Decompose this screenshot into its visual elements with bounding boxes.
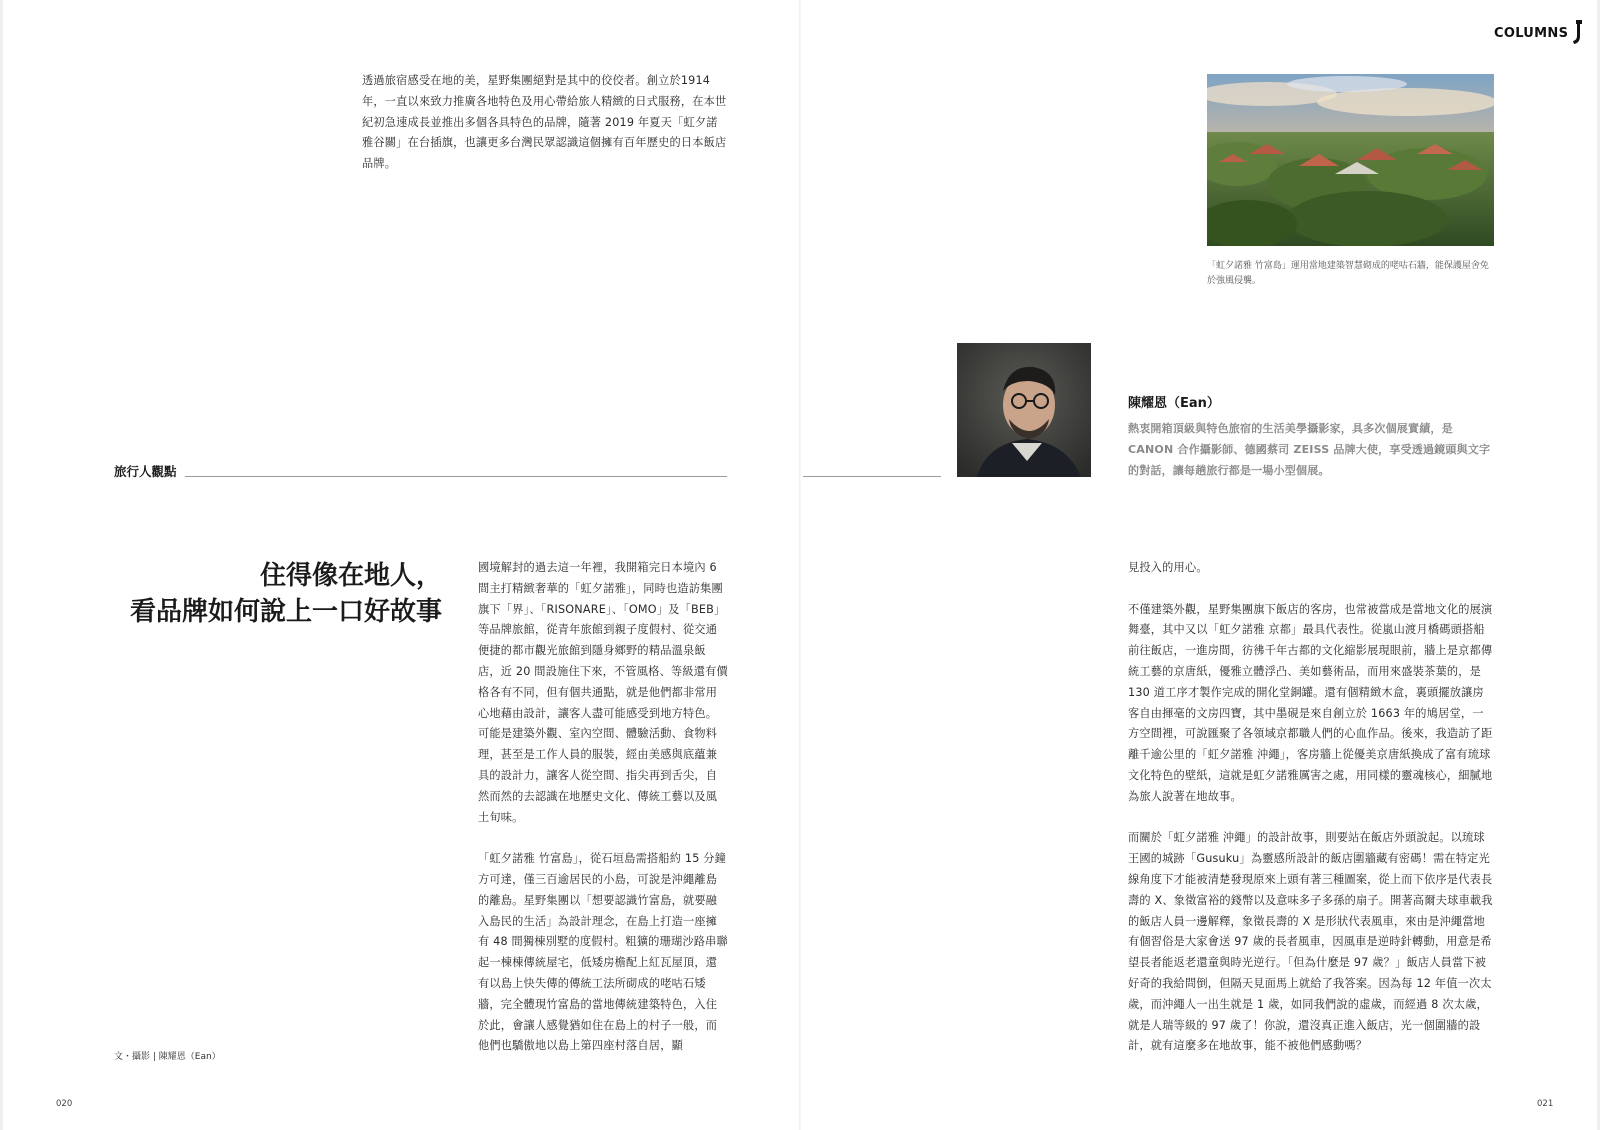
body-paragraph: 而關於「虹夕諾雅 沖繩」的設計故事，則要站在飯店外頭說起。以琉球王國的城跡「Gusuku」為靈感所設計的飯店圍牆藏有密碼！需在特定光線角度下才能被清楚發現原來上頭有著三種圖案，從上而下依序是代表長壽的 X、象徵富裕的錢幣以及意味多子多孫的扇子。開著高爾夫球車載我的飯店人員一邊解釋，象徵長壽的 X 是形狀代表風車，來由是沖繩當地有個習俗是大家會送 97 歲的長者風車，因風車是逆時針轉動，用意是希望長者能返老還童與時光逆行。「但為什麼是 97 歲？」飯店人員當下被好奇的我給問倒，但隔天見面馬上就給了我答案。因為每 12 年值一次太歲，而沖繩人一出生就是 1 歲，如同我們說的虛歲，而經過 8 次太歲，就是人瑞等級的 97 歲了！你說，還沒真正進入飯店，光一個圍牆的設計，就有這麼多在地故事，能不被他們感動嗎？ <box>1128 831 1493 1053</box>
brand-hook-mark-icon <box>1572 18 1586 50</box>
photo-caption: 「虹夕諾雅 竹富島」運用當地建築智慧砌成的咾咕石牆，能保護屋舍免於強風侵襲。 <box>1207 261 1489 286</box>
headline-line: 看品牌如何說上一口好故事 <box>129 597 442 627</box>
page-number-right: 021 <box>1537 1099 1554 1109</box>
author-credit: 文・攝影 | 陳耀恩（Ean） <box>114 1052 221 1062</box>
divider-rule <box>803 476 941 477</box>
page-number-left: 020 <box>56 1099 73 1109</box>
headline-line: 住得像在地人， <box>259 561 442 591</box>
divider-rule <box>185 476 727 477</box>
spread-gutter <box>799 0 801 1130</box>
author-portrait <box>957 343 1091 477</box>
body-paragraph: 「虹夕諾雅 竹富島」，從石垣島需搭船約 15 分鐘方可達，僅三百逾居民的小島，可說是沖繩離島的離島。星野集團以「想要認識竹富島，就要融入島民的生活」為設計理念，在島上打造一座擁有 48 間獨棟別墅的度假村。粗獷的珊瑚沙路串聯起一棟棟傳統屋宅，低矮房檐配上紅瓦屋頂，還有以島上快失傳的傳統工法所砌成的咾咕石矮牆，完全體現竹富島的當地傳統建築特色，入住於此，會讓人感覺猶如住在島上的村子一般，而他們也驕傲地以島上第四座村落自居，顯 <box>478 852 728 1053</box>
body-column-left <box>478 558 728 1057</box>
okinawa-village-photo <box>1207 74 1494 246</box>
section-label: 旅行人觀點 <box>114 464 177 479</box>
intro-paragraph: 透過旅宿感受在地的美，星野集團絕對是其中的佼佼者。創立於1914 年，一直以來致力推廣各地特色及用心帶給旅人精緻的日式服務，在本世紀初急速成長並推出多個各具特色的品牌，隨著 2019 年夏天「虹夕諾雅谷關」在台插旗，也讓更多台灣民眾認識這個擁有百年歷史的日本飯店品牌。 <box>362 74 727 171</box>
body-column-right <box>1128 558 1495 1057</box>
body-paragraph: 國境解封的過去這一年裡，我開箱完日本境內 6 間主打精緻奢華的「虹夕諾雅」，同時也造訪集團旗下「界」、「RISONARE」、「OMO」及「BEB」等品牌旅館，從青年旅館到親子度假村、從交通便捷的都市觀光旅館到隱身鄉野的精品溫泉飯店，近 20 間設施住下來，不管風格、等級還有價格各有不同，但有個共通點，就是他們都非常用心地藉由設計，讓客人盡可能感受到地方特色。可能是建築外觀、室內空間、體驗活動、食物料理，甚至是工作人員的服裝，經由美感與底蘊兼具的設計力，讓客人從空間、指尖再到舌尖，自然而然的去認識在地歷史文化、傳統工藝以及風土旬味。 <box>478 561 728 824</box>
body-paragraph: 見投入的用心。 <box>1128 561 1208 574</box>
author-bio: 熱衷開箱頂級與特色旅宿的生活美學攝影家，具多次個展實績，是 CANON 合作攝影師、德國蔡司 ZEISS 品牌大使，享受透過鏡頭與文字的對話，讓每趟旅行都是一場小型個展。 <box>1128 422 1491 477</box>
page-edge-left <box>0 0 3 1130</box>
body-paragraph: 不僅建築外觀，星野集團旗下飯店的客房，也常被當成是當地文化的展演舞臺，其中又以「虹夕諾雅 京都」最具代表性。從嵐山渡月橋碼頭搭船前往飯店，一進房間，彷彿千年古都的文化縮影展現眼前，牆上是京都傳統工藝的京唐紙，優雅立體浮凸、美如藝術品，而用來盛裝茶葉的，是 130 道工序才製作完成的開化堂銅罐。還有個精緻木盒，裏頭擺放讓房客自由揮毫的文房四寶，其中墨硯是來自創立於 1663 年的鳩居堂，一方空間裡，可說匯聚了各領域京都職人們的心血作品。後來，我造訪了距離千逾公里的「虹夕諾雅 沖繩」，客房牆上從優美京唐紙換成了富有琉球文化特色的壁紙，這就是虹夕諾雅厲害之處，用同樣的靈魂核心，細膩地為旅人說著在地故事。 <box>1128 602 1493 803</box>
section-tag: COLUMNS <box>1494 26 1569 41</box>
article-headline <box>100 558 442 630</box>
author-name: 陳耀恩（Ean） <box>1128 396 1220 411</box>
